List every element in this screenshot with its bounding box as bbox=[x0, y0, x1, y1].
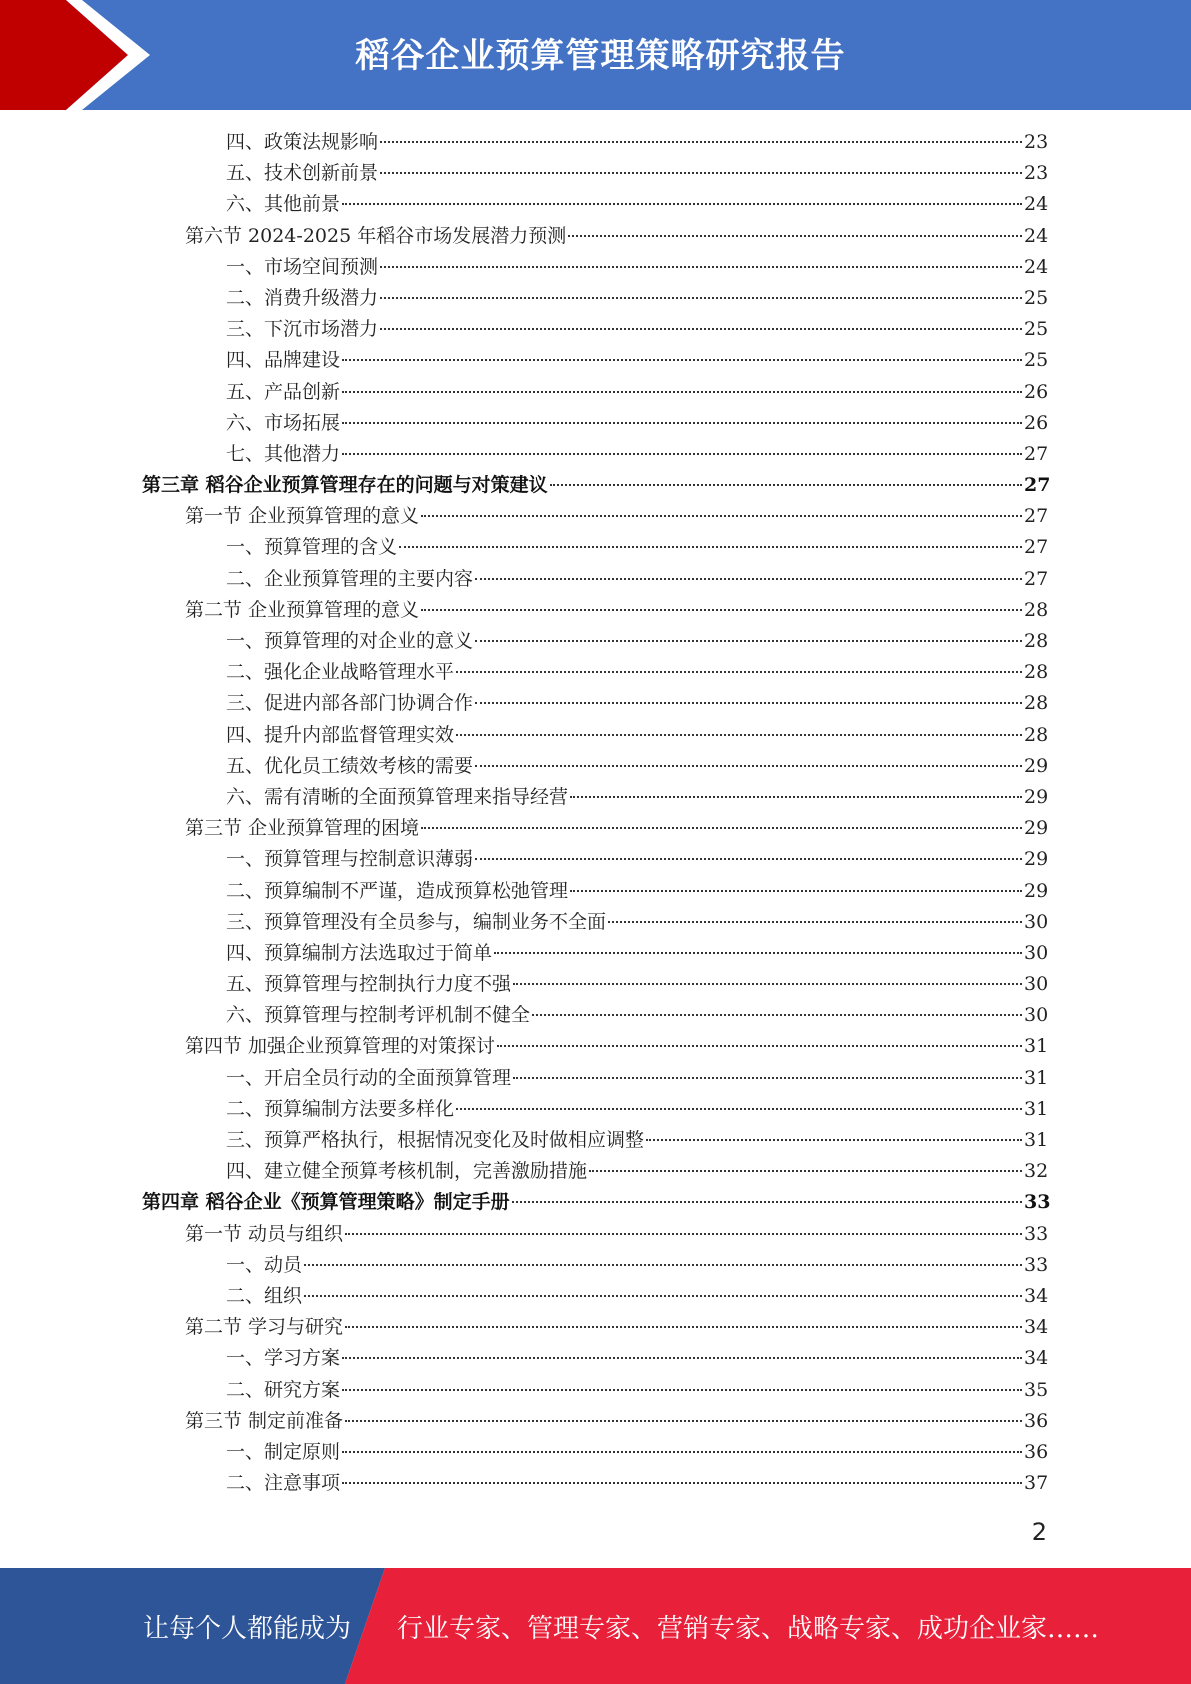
toc-page-number: 28 bbox=[1024, 630, 1049, 652]
toc-page-number: 34 bbox=[1024, 1284, 1049, 1307]
toc-dot-leader bbox=[570, 890, 1022, 892]
toc-page-number: 34 bbox=[1024, 1347, 1049, 1370]
toc-dot-leader bbox=[421, 609, 1022, 611]
toc-page-number: 23 bbox=[1024, 131, 1049, 153]
toc-dot-leader bbox=[570, 796, 1022, 798]
toc-entry-title: 二、预算编制方法要多样化 bbox=[226, 1097, 455, 1120]
header-band bbox=[0, 0, 1191, 110]
toc-page-number: 30 bbox=[1024, 910, 1049, 933]
toc-dot-leader bbox=[475, 765, 1022, 767]
toc-subsection-entry[interactable] bbox=[0, 720, 1191, 751]
toc-dot-leader bbox=[421, 827, 1022, 829]
toc-entry-title: 第一节 动员与组织 bbox=[185, 1222, 344, 1245]
toc-page-number: 37 bbox=[1024, 1472, 1049, 1495]
toc-section-entry[interactable] bbox=[0, 501, 1191, 532]
toc-subsection-entry[interactable] bbox=[0, 688, 1191, 719]
toc-entry-title: 五、产品创新 bbox=[226, 380, 341, 403]
toc-dot-leader bbox=[304, 1295, 1022, 1297]
toc-dot-leader bbox=[342, 359, 1022, 361]
toc-subsection-entry[interactable] bbox=[0, 1000, 1191, 1031]
toc-dot-leader bbox=[456, 1108, 1022, 1110]
toc-page-number: 29 bbox=[1024, 848, 1049, 871]
toc-page-number: 30 bbox=[1024, 1004, 1049, 1027]
toc-page-number: 25 bbox=[1024, 349, 1049, 372]
toc-dot-leader bbox=[568, 235, 1022, 237]
toc-entry-title: 四、建立健全预算考核机制，完善激励措施 bbox=[226, 1160, 588, 1183]
toc-subsection-entry[interactable] bbox=[0, 377, 1191, 408]
toc-subsection-entry[interactable] bbox=[0, 1375, 1191, 1406]
toc-subsection-entry[interactable] bbox=[0, 408, 1191, 439]
toc-entry-title: 二、预算编制不严谨，造成预算松弛管理 bbox=[226, 879, 569, 902]
toc-page-number: 24 bbox=[1024, 193, 1049, 216]
toc-section-entry[interactable] bbox=[0, 1219, 1191, 1250]
toc-dot-leader bbox=[497, 1045, 1022, 1047]
toc-subsection-entry[interactable] bbox=[0, 127, 1191, 158]
toc-subsection-entry[interactable] bbox=[0, 189, 1191, 220]
toc-page-number: 36 bbox=[1024, 1409, 1049, 1432]
toc-page-number: 31 bbox=[1024, 1097, 1049, 1120]
toc-section-entry[interactable] bbox=[0, 1031, 1191, 1062]
toc-page-number: 28 bbox=[1024, 598, 1049, 621]
table-of-contents bbox=[0, 127, 1191, 1499]
toc-subsection-entry[interactable] bbox=[0, 1125, 1191, 1156]
toc-dot-leader bbox=[456, 734, 1022, 736]
toc-subsection-entry[interactable] bbox=[0, 782, 1191, 813]
toc-entry-title: 六、预算管理与控制考评机制不健全 bbox=[226, 1004, 531, 1027]
toc-page-number: 23 bbox=[1024, 162, 1049, 185]
toc-entry-title: 三、预算严格执行，根据情况变化及时做相应调整 bbox=[226, 1129, 645, 1151]
toc-dot-leader bbox=[304, 1264, 1022, 1266]
toc-dot-leader bbox=[475, 702, 1022, 704]
toc-entry-title: 五、预算管理与控制执行力度不强 bbox=[226, 973, 512, 996]
toc-subsection-entry[interactable] bbox=[0, 252, 1191, 283]
toc-entry-title: 四、品牌建设 bbox=[226, 349, 341, 372]
toc-chapter-entry[interactable] bbox=[0, 470, 1191, 501]
toc-page-number: 27 bbox=[1024, 474, 1051, 497]
toc-entry-title: 二、消费升级潜力 bbox=[226, 286, 379, 309]
toc-entry-title: 二、注意事项 bbox=[226, 1472, 341, 1495]
toc-dot-leader bbox=[342, 453, 1022, 455]
toc-entry-title: 四、预算编制方法选取过于简单 bbox=[226, 941, 493, 964]
toc-page-number: 26 bbox=[1024, 380, 1049, 403]
toc-page-number: 25 bbox=[1024, 286, 1049, 309]
toc-dot-leader bbox=[380, 266, 1022, 268]
toc-page-number: 27 bbox=[1024, 442, 1049, 465]
toc-page-number: 36 bbox=[1024, 1440, 1049, 1463]
toc-dot-leader bbox=[608, 921, 1022, 923]
toc-entry-title: 六、市场拓展 bbox=[226, 411, 341, 434]
toc-entry-title: 第一节 企业预算管理的意义 bbox=[185, 505, 420, 528]
toc-page-number: 32 bbox=[1024, 1160, 1049, 1183]
toc-dot-leader bbox=[380, 172, 1022, 174]
footer-band bbox=[0, 1568, 1191, 1684]
toc-page-number: 29 bbox=[1024, 785, 1049, 808]
toc-dot-leader bbox=[342, 391, 1022, 393]
toc-subsection-entry[interactable] bbox=[0, 657, 1191, 688]
page-number: 2 bbox=[1031, 1518, 1047, 1546]
toc-subsection-entry[interactable] bbox=[0, 907, 1191, 938]
toc-page-number: 34 bbox=[1024, 1316, 1049, 1339]
toc-subsection-entry[interactable] bbox=[0, 1281, 1191, 1312]
toc-dot-leader bbox=[342, 1357, 1022, 1359]
toc-entry-title: 五、技术创新前景 bbox=[226, 162, 379, 185]
toc-page-number: 31 bbox=[1024, 1035, 1049, 1058]
toc-page-number: 29 bbox=[1024, 879, 1049, 902]
toc-entry-title: 三、促进内部各部门协调合作 bbox=[226, 692, 474, 715]
toc-entry-title: 六、其他前景 bbox=[226, 193, 341, 216]
toc-entry-title: 一、学习方案 bbox=[226, 1347, 341, 1370]
toc-page-number: 28 bbox=[1024, 723, 1049, 746]
toc-page-number: 31 bbox=[1024, 1129, 1049, 1151]
toc-dot-leader bbox=[475, 858, 1022, 860]
toc-dot-leader bbox=[380, 328, 1022, 330]
toc-page-number: 33 bbox=[1024, 1253, 1049, 1276]
toc-chapter-entry[interactable] bbox=[0, 1187, 1191, 1218]
toc-page-number: 30 bbox=[1024, 973, 1049, 996]
toc-section-entry[interactable] bbox=[0, 595, 1191, 626]
toc-entry-title: 一、开启全员行动的全面预算管理 bbox=[226, 1066, 512, 1089]
toc-dot-leader bbox=[513, 1077, 1022, 1079]
toc-subsection-entry[interactable] bbox=[0, 969, 1191, 1000]
toc-entry-title: 二、强化企业战略管理水平 bbox=[226, 661, 455, 684]
toc-dot-leader bbox=[380, 297, 1022, 299]
toc-entry-title: 一、动员 bbox=[226, 1253, 303, 1276]
toc-entry-title: 七、其他潜力 bbox=[226, 442, 341, 465]
toc-dot-leader bbox=[421, 515, 1022, 517]
toc-entry-title: 四、政策法规影响 bbox=[226, 131, 379, 153]
toc-section-entry[interactable] bbox=[0, 813, 1191, 844]
toc-subsection-entry[interactable] bbox=[0, 626, 1191, 657]
toc-entry-title: 第三章 稻谷企业预算管理存在的问题与对策建议 bbox=[142, 474, 548, 497]
toc-dot-leader bbox=[342, 1389, 1022, 1391]
footer-slogan-left: 让每个人都能成为 bbox=[143, 1614, 352, 1644]
toc-dot-leader bbox=[399, 546, 1022, 548]
toc-page-number: 35 bbox=[1024, 1378, 1049, 1401]
toc-entry-title: 第三节 企业预算管理的困境 bbox=[185, 817, 420, 840]
toc-dot-leader bbox=[342, 1451, 1022, 1453]
toc-entry-title: 第三节 制定前准备 bbox=[185, 1409, 344, 1432]
toc-entry-title: 第四节 加强企业预算管理的对策探讨 bbox=[185, 1035, 496, 1058]
toc-page-number: 26 bbox=[1024, 411, 1049, 434]
toc-entry-title: 一、预算管理的对企业的意义 bbox=[226, 630, 474, 652]
toc-dot-leader bbox=[494, 952, 1022, 954]
toc-dot-leader bbox=[345, 1233, 1022, 1235]
toc-entry-title: 一、预算管理与控制意识薄弱 bbox=[226, 848, 474, 871]
toc-dot-leader bbox=[475, 578, 1022, 580]
toc-subsection-entry[interactable] bbox=[0, 564, 1191, 595]
toc-dot-leader bbox=[589, 1170, 1022, 1172]
toc-section-entry[interactable] bbox=[0, 221, 1191, 252]
toc-dot-leader bbox=[550, 484, 1022, 486]
toc-dot-leader bbox=[513, 983, 1022, 985]
toc-dot-leader bbox=[512, 1201, 1022, 1203]
toc-page-number: 24 bbox=[1024, 255, 1049, 278]
toc-dot-leader bbox=[456, 671, 1022, 673]
toc-entry-title: 四、提升内部监督管理实效 bbox=[226, 723, 455, 746]
toc-entry-title: 第二节 企业预算管理的意义 bbox=[185, 598, 420, 621]
toc-dot-leader bbox=[345, 1326, 1022, 1328]
toc-page-number: 27 bbox=[1024, 536, 1049, 559]
toc-entry-title: 六、需有清晰的全面预算管理来指导经营 bbox=[226, 785, 569, 808]
toc-section-entry[interactable] bbox=[0, 1312, 1191, 1343]
toc-dot-leader bbox=[646, 1139, 1022, 1141]
toc-subsection-entry[interactable] bbox=[0, 844, 1191, 875]
toc-page-number: 30 bbox=[1024, 941, 1049, 964]
toc-dot-leader bbox=[342, 1482, 1022, 1484]
toc-entry-title: 一、制定原则 bbox=[226, 1440, 341, 1463]
footer-slogan-right: 行业专家、管理专家、营销专家、战略专家、成功企业家…… bbox=[397, 1614, 1100, 1644]
toc-entry-title: 五、优化员工绩效考核的需要 bbox=[226, 754, 474, 777]
toc-page-number: 28 bbox=[1024, 661, 1049, 684]
toc-entry-title: 二、研究方案 bbox=[226, 1378, 341, 1401]
toc-section-entry[interactable] bbox=[0, 1406, 1191, 1437]
toc-subsection-entry[interactable] bbox=[0, 751, 1191, 782]
toc-entry-title: 第二节 学习与研究 bbox=[185, 1316, 344, 1339]
toc-entry-title: 一、市场空间预测 bbox=[226, 255, 379, 278]
toc-page-number: 33 bbox=[1024, 1222, 1049, 1245]
toc-subsection-entry[interactable] bbox=[0, 1437, 1191, 1468]
toc-page-number: 25 bbox=[1024, 318, 1049, 341]
toc-dot-leader bbox=[380, 141, 1022, 143]
toc-subsection-entry[interactable] bbox=[0, 532, 1191, 563]
toc-page-number: 29 bbox=[1024, 817, 1049, 840]
toc-page-number: 27 bbox=[1024, 567, 1049, 590]
toc-subsection-entry[interactable] bbox=[0, 158, 1191, 189]
toc-dot-leader bbox=[342, 422, 1022, 424]
toc-page-number: 28 bbox=[1024, 692, 1049, 715]
toc-dot-leader bbox=[532, 1014, 1022, 1016]
toc-subsection-entry[interactable] bbox=[0, 314, 1191, 345]
toc-subsection-entry[interactable] bbox=[0, 1094, 1191, 1125]
toc-subsection-entry[interactable] bbox=[0, 439, 1191, 470]
toc-subsection-entry[interactable] bbox=[0, 1250, 1191, 1281]
toc-subsection-entry[interactable] bbox=[0, 283, 1191, 314]
toc-entry-title: 第六节 2024-2025 年稻谷市场发展潜力预测 bbox=[185, 224, 567, 247]
toc-subsection-entry[interactable] bbox=[0, 345, 1191, 376]
toc-page-number: 29 bbox=[1024, 754, 1049, 777]
toc-page-number: 31 bbox=[1024, 1066, 1049, 1089]
toc-entry-title: 三、下沉市场潜力 bbox=[226, 318, 379, 341]
toc-entry-title: 二、企业预算管理的主要内容 bbox=[226, 567, 474, 590]
toc-page-number: 33 bbox=[1024, 1191, 1051, 1214]
toc-subsection-entry[interactable] bbox=[0, 1156, 1191, 1187]
toc-entry-title: 第四章 稻谷企业《预算管理策略》制定手册 bbox=[142, 1191, 510, 1214]
toc-subsection-entry[interactable] bbox=[0, 938, 1191, 969]
toc-entry-title: 三、预算管理没有全员参与，编制业务不全面 bbox=[226, 910, 607, 933]
toc-subsection-entry[interactable] bbox=[0, 1343, 1191, 1374]
toc-entry-title: 一、预算管理的含义 bbox=[226, 536, 398, 559]
toc-subsection-entry[interactable] bbox=[0, 1063, 1191, 1094]
toc-subsection-entry[interactable] bbox=[0, 876, 1191, 907]
toc-dot-leader bbox=[475, 640, 1022, 642]
toc-dot-leader bbox=[345, 1420, 1022, 1422]
toc-page-number: 27 bbox=[1024, 505, 1049, 528]
document-title: 稻谷企业预算管理策略研究报告 bbox=[355, 36, 846, 76]
toc-entry-title: 二、组织 bbox=[226, 1284, 303, 1307]
toc-page-number: 24 bbox=[1024, 224, 1049, 247]
toc-dot-leader bbox=[342, 203, 1022, 205]
toc-subsection-entry[interactable] bbox=[0, 1468, 1191, 1499]
